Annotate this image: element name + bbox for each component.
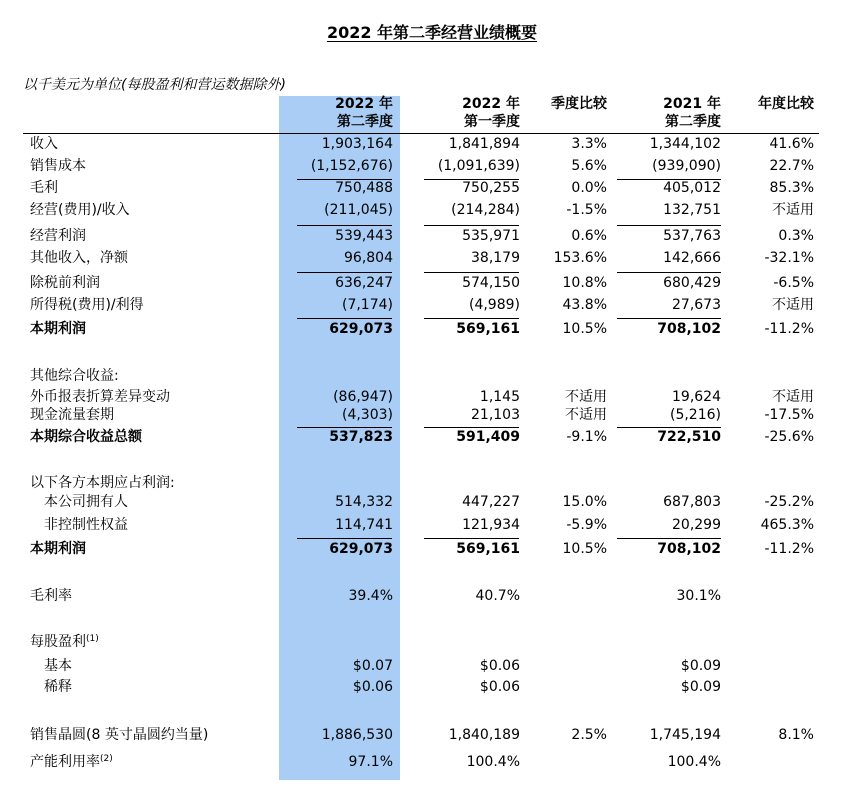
cell-2022-q2: 96,804 [344,250,393,266]
subtotal-rule [297,427,392,428]
cell-2022-q2: 97.1% [348,754,393,770]
cell-2022-q1: $0.06 [479,679,520,695]
cell-2022-q1: 38,179 [471,250,520,266]
cell-2022-q2: 1,903,164 [321,136,393,152]
table-row [0,514,864,536]
subtotal-rule [617,427,721,428]
cell-2022-q1: (214,284) [451,202,520,218]
section-heading [0,365,864,387]
table-row [0,155,864,177]
subtotal-rule [297,225,392,226]
cell-2022-q2: 1,886,530 [321,727,393,743]
cell-2022-q2: 539,443 [335,228,393,244]
subtotal-rule [617,179,721,180]
cell-2022-q1: 21,103 [471,407,520,423]
subtotal-rule [424,225,519,226]
cell-2022-q1: 591,409 [456,429,520,445]
row-label: 销售晶圆(8 英寸晶圆约当量) [30,727,209,743]
table-row [0,585,864,607]
cell-qoq: 2.5% [571,727,607,743]
cell-qoq: -9.1% [566,429,607,445]
cell-2021-q2: 20,299 [672,517,721,533]
table-row [0,387,864,407]
cell-yoy: 不适用 [772,202,814,218]
table-row [0,247,864,269]
cell-2022-q2: $0.07 [352,658,393,674]
cell-yoy: -32.1% [764,250,814,266]
subtotal-rule [424,272,519,273]
cell-yoy: 8.1% [778,727,814,743]
cell-2022-q2: 514,332 [335,494,393,510]
row-label: 本期综合收益总额 [30,429,142,445]
cell-2022-q1: 569,161 [456,541,520,557]
cell-2021-q2: 687,803 [663,494,721,510]
cell-2022-q1: 121,934 [462,517,520,533]
cell-2022-q1: 535,971 [462,228,520,244]
cell-qoq: -1.5% [566,202,607,218]
cell-2022-q1: $0.06 [479,658,520,674]
table-row [0,491,864,513]
cell-2022-q1: 1,840,189 [448,727,520,743]
cell-2021-q2: 1,344,102 [649,136,721,152]
cell-2022-q1: 574,150 [462,275,520,291]
row-label: 本期利润 [30,321,86,337]
cell-2022-q1: (4,989) [468,297,520,313]
cell-2021-q2: 680,429 [663,275,721,291]
cell-yoy: 22.7% [769,158,814,174]
row-label: 经营利润 [30,228,86,244]
cell-qoq: 43.8% [562,297,607,313]
table-row [0,318,864,340]
table-row [0,177,864,199]
cell-2021-q2: 537,763 [663,228,721,244]
row-label: 除税前利润 [30,275,100,291]
table-row [0,676,864,698]
section-heading [0,631,864,653]
header-2022-q1: 2022 年 第一季度 [462,96,520,130]
cell-qoq: -5.9% [566,517,607,533]
cell-qoq: 0.6% [571,228,607,244]
cell-2021-q2: 1,745,194 [649,727,721,743]
row-label: 毛利 [30,180,58,196]
cell-2022-q1: 1,145 [479,389,520,405]
table-row [0,724,864,746]
row-label: 本公司拥有人 [44,494,128,510]
table-row [0,133,864,155]
cell-2022-q2: (211,045) [324,202,393,218]
cell-2021-q2: 142,666 [663,250,721,266]
table-row [0,655,864,677]
row-label [30,751,113,773]
cell-yoy: -25.2% [764,494,814,510]
table-row [0,405,864,425]
subtotal-rule [617,272,721,273]
cell-qoq: 15.0% [562,494,607,510]
cell-2022-q2: 39.4% [348,588,393,604]
cell-yoy: -6.5% [773,275,814,291]
row-label: 所得税(费用)/利得 [30,297,144,313]
cell-2022-q1: (1,091,639) [437,158,520,174]
cell-yoy: 不适用 [772,389,814,405]
subtotal-rule [424,427,519,428]
cell-2022-q2: 629,073 [329,541,393,557]
units-note: 以千美元为单位(每股盈利和营运数据除外) [23,77,286,93]
cell-yoy: 41.6% [769,136,814,152]
row-label: 其他综合收益: [30,368,119,384]
subtotal-rule [424,538,519,539]
footnote-marker: (1) [86,634,99,644]
table-row [0,272,864,294]
row-label: 销售成本 [30,158,86,174]
cell-qoq: 5.6% [571,158,607,174]
page-title: 2022 年第二季经营业绩概要 [326,23,538,42]
cell-2021-q2: 722,510 [657,429,721,445]
row-label: 基本 [44,658,72,674]
subtotal-rule [617,538,721,539]
cell-2022-q2: 114,741 [335,517,393,533]
cell-yoy: 不适用 [772,297,814,313]
cell-yoy: 85.3% [769,180,814,196]
row-label [30,631,99,653]
header-qoq: 季度比较 [551,96,607,112]
subtotal-rule [424,179,519,180]
cell-qoq: 0.0% [571,180,607,196]
subtotal-rule [424,318,519,319]
cell-2022-q1: 100.4% [466,754,520,770]
cell-2021-q2: 708,102 [657,541,721,557]
cell-yoy: -17.5% [764,407,814,423]
cell-qoq: 153.6% [553,250,607,266]
cell-qoq: 不适用 [565,407,607,423]
cell-2022-q1: 40.7% [475,588,520,604]
cell-2022-q2: 629,073 [329,321,393,337]
subtotal-rule [617,318,721,319]
subtotal-rule [297,538,392,539]
cell-2022-q2: 537,823 [329,429,393,445]
row-label: 收入 [30,136,58,152]
row-label: 经营(费用)/收入 [30,202,130,218]
cell-2022-q1: 750,255 [462,180,520,196]
row-label: 本期利润 [30,541,86,557]
cell-2022-q2: 636,247 [335,275,393,291]
cell-2022-q1: 447,227 [462,494,520,510]
cell-qoq: 10.5% [562,321,607,337]
cell-2022-q1: 1,841,894 [448,136,520,152]
cell-2021-q2: 100.4% [667,754,721,770]
row-label: 以下各方本期应占利润: [30,475,175,491]
table-row [0,538,864,560]
row-label: 稀释 [44,679,72,695]
cell-2022-q2: (4,303) [341,407,393,423]
table-row [0,751,864,773]
cell-qoq: 不适用 [565,389,607,405]
row-label: 外币报表折算差异变动 [30,389,170,405]
cell-yoy: -11.2% [764,541,814,557]
cell-2022-q2: (86,947) [333,389,393,405]
subtotal-rule [297,318,392,319]
cell-2021-q2: (5,216) [669,407,721,423]
subtotal-rule [297,179,392,180]
cell-2022-q2: (1,152,676) [310,158,393,174]
cell-qoq: 10.8% [562,275,607,291]
cell-yoy: 465.3% [760,517,814,533]
cell-2022-q1: 569,161 [456,321,520,337]
table-row [0,426,864,448]
cell-2021-q2: $0.09 [680,658,721,674]
cell-2021-q2: 19,624 [672,389,721,405]
cell-2022-q2: 750,488 [335,180,393,196]
cell-2021-q2: 27,673 [672,297,721,313]
header-2021-q2: 2021 年 第二季度 [663,96,721,130]
header-2022-q2: 2022 年 第二季度 [335,96,393,130]
eps-label: 每股盈利 [30,634,86,650]
row-label: 现金流量套期 [30,407,114,423]
cell-2021-q2: 708,102 [657,321,721,337]
subtotal-rule [297,272,392,273]
cell-2021-q2: $0.09 [680,679,721,695]
header-yoy: 年度比较 [758,96,814,112]
cell-yoy: 0.3% [778,228,814,244]
cell-2021-q2: 132,751 [663,202,721,218]
footnote-marker: (2) [100,754,113,764]
cell-2022-q2: $0.06 [352,679,393,695]
cell-yoy: -25.6% [764,429,814,445]
cell-qoq: 10.5% [562,541,607,557]
utilization-label: 产能利用率 [30,754,100,770]
subtotal-rule [617,225,721,226]
row-label: 其他收入，净额 [30,250,128,266]
cell-2021-q2: 405,012 [663,180,721,196]
row-label: 毛利率 [30,588,72,604]
cell-2021-q2: 30.1% [676,588,721,604]
row-label: 非控制性权益 [44,517,128,533]
cell-2022-q2: (7,174) [341,297,393,313]
cell-yoy: -11.2% [764,321,814,337]
cell-qoq: 3.3% [571,136,607,152]
table-row [0,225,864,247]
cell-2021-q2: (939,090) [652,158,721,174]
table-row [0,294,864,316]
table-row [0,199,864,221]
